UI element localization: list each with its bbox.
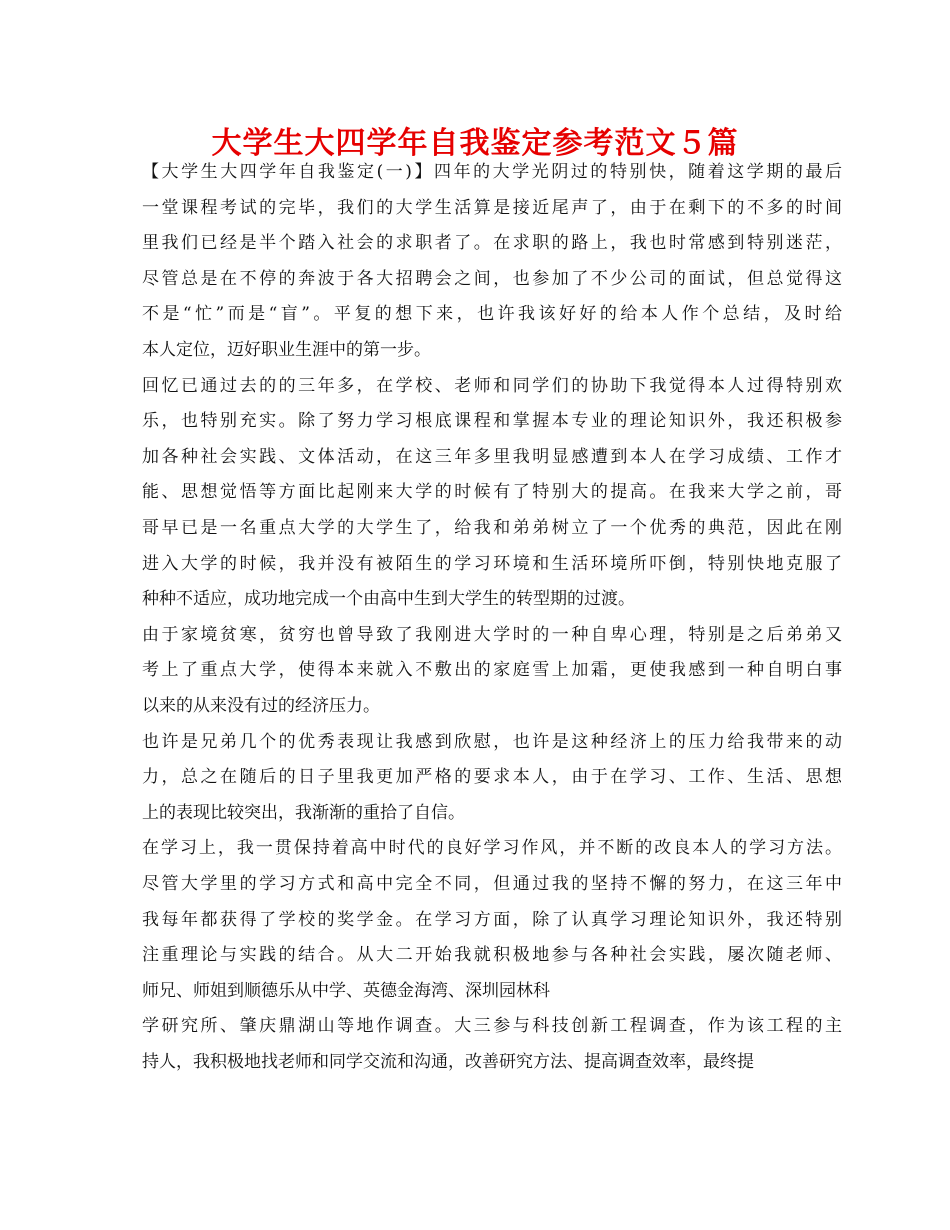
body-line: 我每年都获得了学校的奖学金。在学习方面，除了认真学习理论知识外，我还特别 bbox=[142, 909, 842, 930]
body-line: 哥早已是一名重点大学的大学生了，给我和弟弟树立了一个优秀的典范，因此在刚 bbox=[142, 518, 842, 538]
body-line: 以来的从来没有过的经济压力。 bbox=[142, 696, 380, 716]
body-line: 学研究所、肇庆鼎湖山等地作调查。大三参与科技创新工程调查，作为该工程的主 bbox=[142, 1016, 842, 1037]
body-line: 力，总之在随后的日子里我更加严格的要求本人，由于在学习、工作、生活、思想 bbox=[142, 767, 842, 788]
body-line: 师兄、师姐到顺德乐从中学、英德金海湾、深圳园林科 bbox=[142, 980, 550, 1001]
body-line: 里我们已经是半个踏入社会的求职者了。在求职的路上，我也时常感到特别迷茫， bbox=[142, 233, 842, 254]
body-line: 回忆已通过去的的三年多，在学校、老师和同学们的协助下我觉得本人过得特别欢 bbox=[142, 375, 842, 396]
body-line: 在学习上，我一贯保持着高中时代的良好学习作风，并不断的改良本人的学习方法。 bbox=[142, 838, 842, 859]
body-line: 一堂课程考试的完毕，我们的大学生活算是接近尾声了，由于在剩下的不多的时间 bbox=[142, 197, 842, 218]
body-line: 持人，我积极地找老师和同学交流和沟通，改善研究方法、提高调查效率，最终提 bbox=[142, 1052, 754, 1072]
body-line: 尽管大学里的学习方式和高中完全不同，但通过我的坚持不懈的努力，在这三年中 bbox=[142, 874, 842, 894]
body-line: 【大学生大四学年自我鉴定(一)】四年的大学光阴过的特别快，随着这学期的最后 bbox=[142, 162, 842, 182]
body-line: 由于家境贫寒，贫穷也曾导致了我刚进大学时的一种自卑心理，特别是之后弟弟又 bbox=[142, 624, 842, 645]
body-line: 不是“忙”而是“盲”。平复的想下来，也许我该好好的给本人作个总结，及时给 bbox=[142, 304, 842, 325]
body-line: 尽管总是在不停的奔波于各大招聘会之间，也参加了不少公司的面试，但总觉得这 bbox=[142, 268, 842, 289]
body-line: 进入大学的时候，我并没有被陌生的学习环境和生活环境所吓倒，特别快地克服了 bbox=[142, 553, 842, 574]
body-line: 加各种社会实践、文体活动，在这三年多里我明显感遭到本人在学习成绩、工作才 bbox=[142, 446, 842, 467]
body-line: 能、思想觉悟等方面比起刚来大学的时候有了特别大的提高。在我来大学之前，哥 bbox=[142, 482, 842, 503]
body-line: 种种不适应，成功地完成一个由高中生到大学生的转型期的过渡。 bbox=[142, 589, 635, 610]
body-line: 考上了重点大学，使得本来就入不敷出的家庭雪上加霜，更使我感到一种自明白事 bbox=[142, 660, 842, 681]
body-line: 注重理论与实践的结合。从大二开始我就积极地参与各种社会实践，屡次随老师、 bbox=[142, 945, 842, 966]
body-line: 上的表现比较突出，我渐渐的重拾了自信。 bbox=[142, 802, 465, 823]
body-line: 也许是兄弟几个的优秀表现让我感到欣慰，也许是这种经济上的压力给我带来的动 bbox=[142, 731, 842, 752]
document-title: 大学生大四学年自我鉴定参考范文５篇 bbox=[211, 126, 739, 161]
body-line: 乐，也特别充实。除了努力学习根底课程和掌握本专业的理论知识外，我还积极参 bbox=[142, 411, 842, 432]
body-line: 本人定位，迈好职业生涯中的第一步。 bbox=[142, 340, 431, 360]
